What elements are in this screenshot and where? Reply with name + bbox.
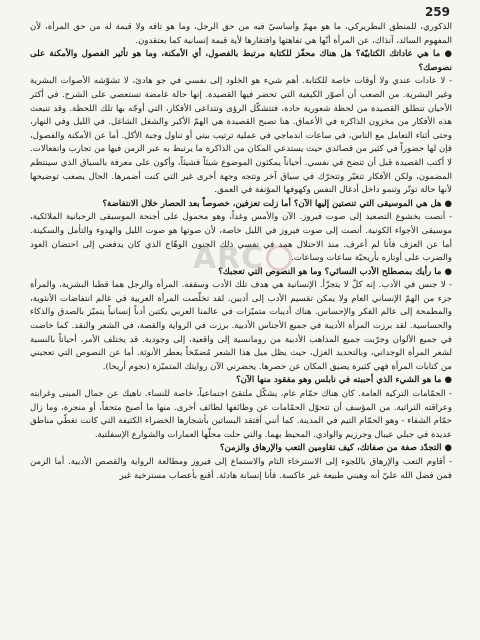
interview-answer: - الحمّامات التركية العامة. كان هناك حمّام عام، يشكّل ملتقىً اجتماعياً، خاصة للنساء. ناهيك عن جمال المبنى وغرابته وعراقته التراثية. من المؤسف أن تتحوّل الحمّامات عن وظائفها لظائف أخرى. منها ما أصبح متحفاً، أو منجرة، وما زال حمّام الشفاء - وهو الحمّام التيم في المدينة. كما أنني أفتقد البساتين بأشجارها الخضراء الكثيفة التي كانت تغطّي مناطق عديدة في جبلي عيبال وجرزيم والوادي. المحيط بهما. والتي حلت محلّها العمارات والشوارع الإسفلتية.	[30, 389, 452, 440]
interview-question: ● التجدّد صفة من صفاتك، كيف تقاومين التعب والإرهاق والزمن؟	[220, 443, 452, 454]
watermark-text: ARC	[192, 240, 265, 276]
interview-question: ● هل هي الموسيقى التي تنصتين إليها الآن؟ أما زلت تعزفين، خصوصاً بعد الحصار خلال الانتفاضة؟	[102, 198, 452, 209]
page-number: 259	[424, 5, 450, 19]
interview-question: ● ما رأيك بمصطلح الأدب النسائي؟ وما هو النصوص التي تعجبك؟	[218, 266, 452, 277]
interview-answer: - لا عادات عندي ولا أوقات خاصة للكتابة. أهم شيء هو الخلود إلى نفسي في جو هادئ، لا تشوّشه الأصوات البشرية وغير البشرية. من الصعب أن أصوّر الكيفية التي تحضر فيها القصيدة. إنها حالة غامضة تستعصي على الشرح. في أكثر الأحيان تنطلق القصيدة من لحظة شعورية حادة، فتتشكّل الرؤى وتتداعى الأفكار، التي أوجّه بها تلك اللحظة. وقد تنبعث هذه الأفكار من مخزون الذاكرة في الأعماق. هنا تصبح القصيدة هي الهمّ الأكبر والشغل الشاغل. في الليل وفي النهار، وحتى أثناء التعامل مع الناس، في ساعات اندماجي في عملية ترتيب بيتي أو تناول وجبة الأكل. أما عن الأمكنة والفصول، فإن لها حضوراً في كثير من قصائدي حيث يستدعي المكان من الذاكرة ما يرتبط به عبر الزمن فيها من تجارب وانفعالات. لا أكتب القصيدة قبل أن تتضح في نفسي. أحياناً يمكثون الموضوع شيئاً فشيئاً، وأكون على معرفة بالسياق الذي سينتظم المضمون، ولكن الأفكار تتغيّر وتتحرّك في سياق آخر وتتجه وجهة أخرى غير التي كنت أضمرها. الحال يصعب توضيحها لأنها حالة توتّر وتنمو داخل أدغال النفس وكهوفها المؤنفة في العمق.	[30, 76, 452, 196]
interview-answer: - أقاوم التعب والإرهاق باللجوء إلى الاسترخاء التام والاستماع إلى فيروز ومطالعة الرواية والقصص الأدبية. أما الزمن فمن فضل الله عليّ أنه وهبني طبيعة غير عاكسة. فأنا إنسانة هادئة. أقنع بأعصاب مسترخية غير	[30, 457, 452, 481]
paragraph: الذكوري، للمنطق البطريركي، ما هو مهمّ وأساسيّ فيه من حق الرجل، وما هو تافه ولا قيمة له من حق المرأة، لأن المفهوم السائد، آنذاك، عن المرأة أنّها هي تفاهتها وافتقارها لأية قيمة إنسانية كما يعتقدون.	[30, 22, 452, 46]
interview-answer: - أنصت بخشوع التصعيد إلى صوت فيروز. الآن والأمس وغداً، وهو محمول على أجنحة الموسيقى الرحبانية الملائكية، موسيقى الأجواء الكونية. أنصت إلى صوت فيروز في الليل خاصة، لأن صوتها هو صوت الليل والهدوء والتأمل والسكينة. أما عن العزف فأنا لم أعرف. منذ الاحتلال همد في نفسي ذلك الجنون الوهّاج الذي كان يدفعني إلى احتضان العود والضرب على أوتاره بأريحيّة ساعات وساعات.	[30, 212, 452, 264]
interview-question: ● ما هي عاداتك الكتابيّة؟ هل هناك محفّز للكتابة مرتبط بالفصول، أي الأمكنة، وما هو تأثير الفصول والأمكنة على نصوصك؟	[30, 49, 452, 73]
interview-answer: - لا جنس في الأدب. إنه كلّ لا يتجزّأ. الإنسانية هي هدف تلك الأدب وسقفه. المرأة والرجل هما قطبا البشرية، والمرأة جزء من الهمّ الإنساني العام ولا يمكن تقسيم الأدب إلى أدبين. لقد تخلّصت المرأة العربية في عالم انتفاضات الأنثوية، والمطمحة إلى عالم الفكر والإحساس. هناك أديبات متميّزات في عالمنا العربي يكتبن أدباً إنسانياً يتميّز بالصدق والذكاء والحساسية. لقد برزت المرأة الأديبة في جميع الأجناس الأدبية. برزت في الرواية والقصة، في الشعر والنقد. كما خاضت في جميع الألوان وجرّبت جميع المذاهب الأدبية من رومانسية إلى واقعية، إلى وجودية. قد يختلف الأمر، أحياناً بالنسبة لشعر المرأة الوجداني، وبالتحديد الغزل، حيث يظل ميل هذا الشعر مُضمّخاً بعطر الأنوثة. أما عن النصوص التي تعجبني من كتابات المرأة فهي كثيرة يضيق المكان عن حصرها. يحضرني الآن روايتك المتميّزة (نجوم أريحا).	[30, 280, 452, 372]
page-body-text	[30, 21, 452, 634]
interview-question: ● ما هو الشيء الذي أحببته في نابلس وهو مفقود منها الآن؟	[236, 375, 452, 386]
